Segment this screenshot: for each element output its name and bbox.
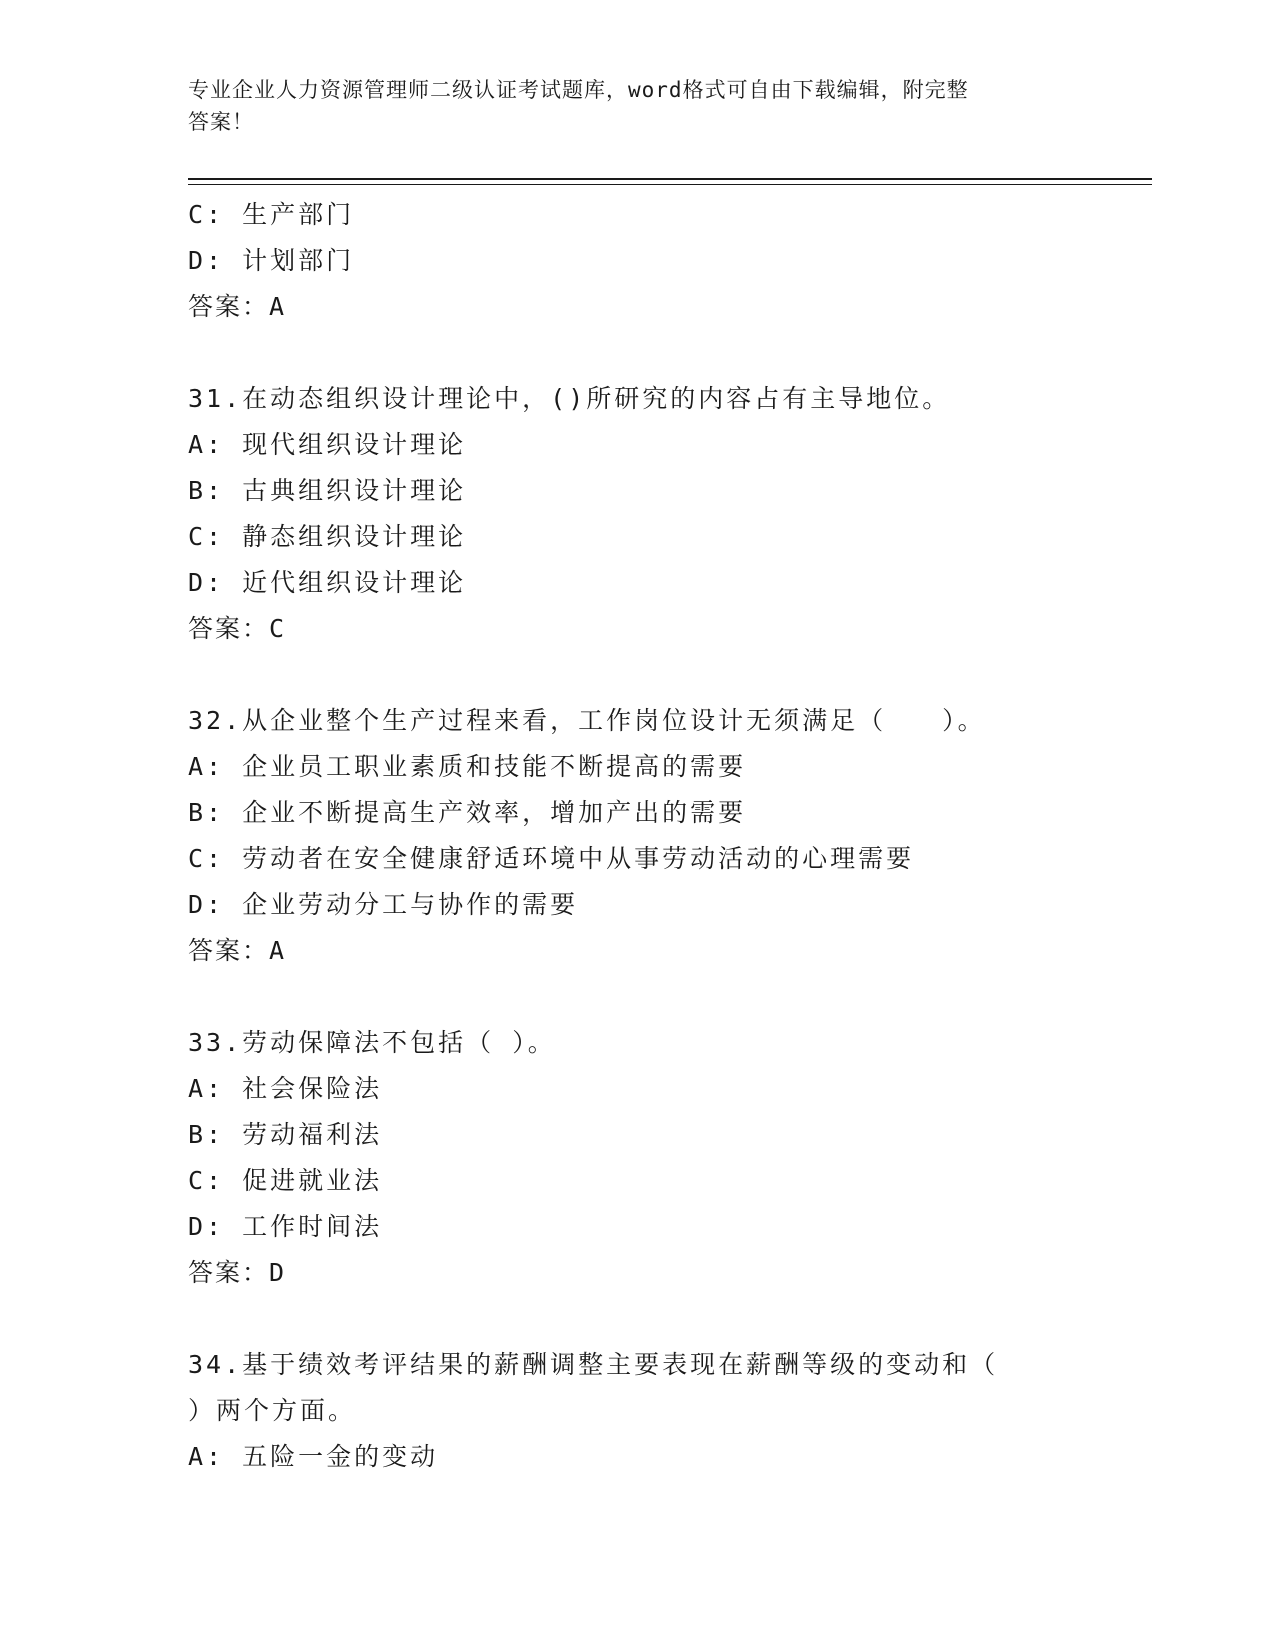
option-line: B: 企业不断提高生产效率，增加产出的需要: [188, 798, 747, 827]
answer-line: 答案：A: [188, 292, 287, 321]
option-line: C: 促进就业法: [188, 1166, 383, 1195]
option-line: D: 近代组织设计理论: [188, 568, 467, 597]
option-line: A: 现代组织设计理论: [188, 430, 467, 459]
answer-line: 答案：D: [188, 1258, 287, 1287]
option-line: A: 社会保险法: [188, 1074, 383, 1103]
answer-line: 答案：C: [188, 614, 287, 643]
question-title: 34.基于绩效考评结果的薪酬调整主要表现在薪酬等级的变动和（: [188, 1350, 999, 1379]
header-rule-thick: [188, 178, 1152, 180]
option-line: D: 工作时间法: [188, 1212, 383, 1241]
option-line: B: 劳动福利法: [188, 1120, 383, 1149]
header-line-1: 专业企业人力资源管理师二级认证考试题库，word格式可自由下载编辑，附完整: [188, 78, 969, 102]
header-rule-thin: [188, 184, 1152, 185]
option-line: C: 劳动者在安全健康舒适环境中从事劳动活动的心理需要: [188, 844, 915, 873]
question-title: 32.从企业整个生产过程来看，工作岗位设计无须满足（ ）。: [188, 706, 986, 735]
question-title-continued: ）两个方面。: [188, 1396, 357, 1425]
option-line: C: 生产部门: [188, 200, 355, 229]
option-line: A: 五险一金的变动: [188, 1442, 439, 1471]
option-line: D: 计划部门: [188, 246, 355, 275]
question-title: 33.劳动保障法不包括（ ）。: [188, 1028, 556, 1057]
document-header: [188, 74, 1088, 138]
option-line: A: 企业员工职业素质和技能不断提高的需要: [188, 752, 747, 781]
option-line: B: 古典组织设计理论: [188, 476, 467, 505]
option-line: C: 静态组织设计理论: [188, 522, 467, 551]
question-title: 31.在动态组织设计理论中，()所研究的内容占有主导地位。: [188, 384, 951, 413]
answer-line: 答案：A: [188, 936, 287, 965]
document-body: [188, 192, 1152, 1480]
option-line: D: 企业劳动分工与协作的需要: [188, 890, 579, 919]
header-line-2: 答案！: [188, 110, 254, 134]
